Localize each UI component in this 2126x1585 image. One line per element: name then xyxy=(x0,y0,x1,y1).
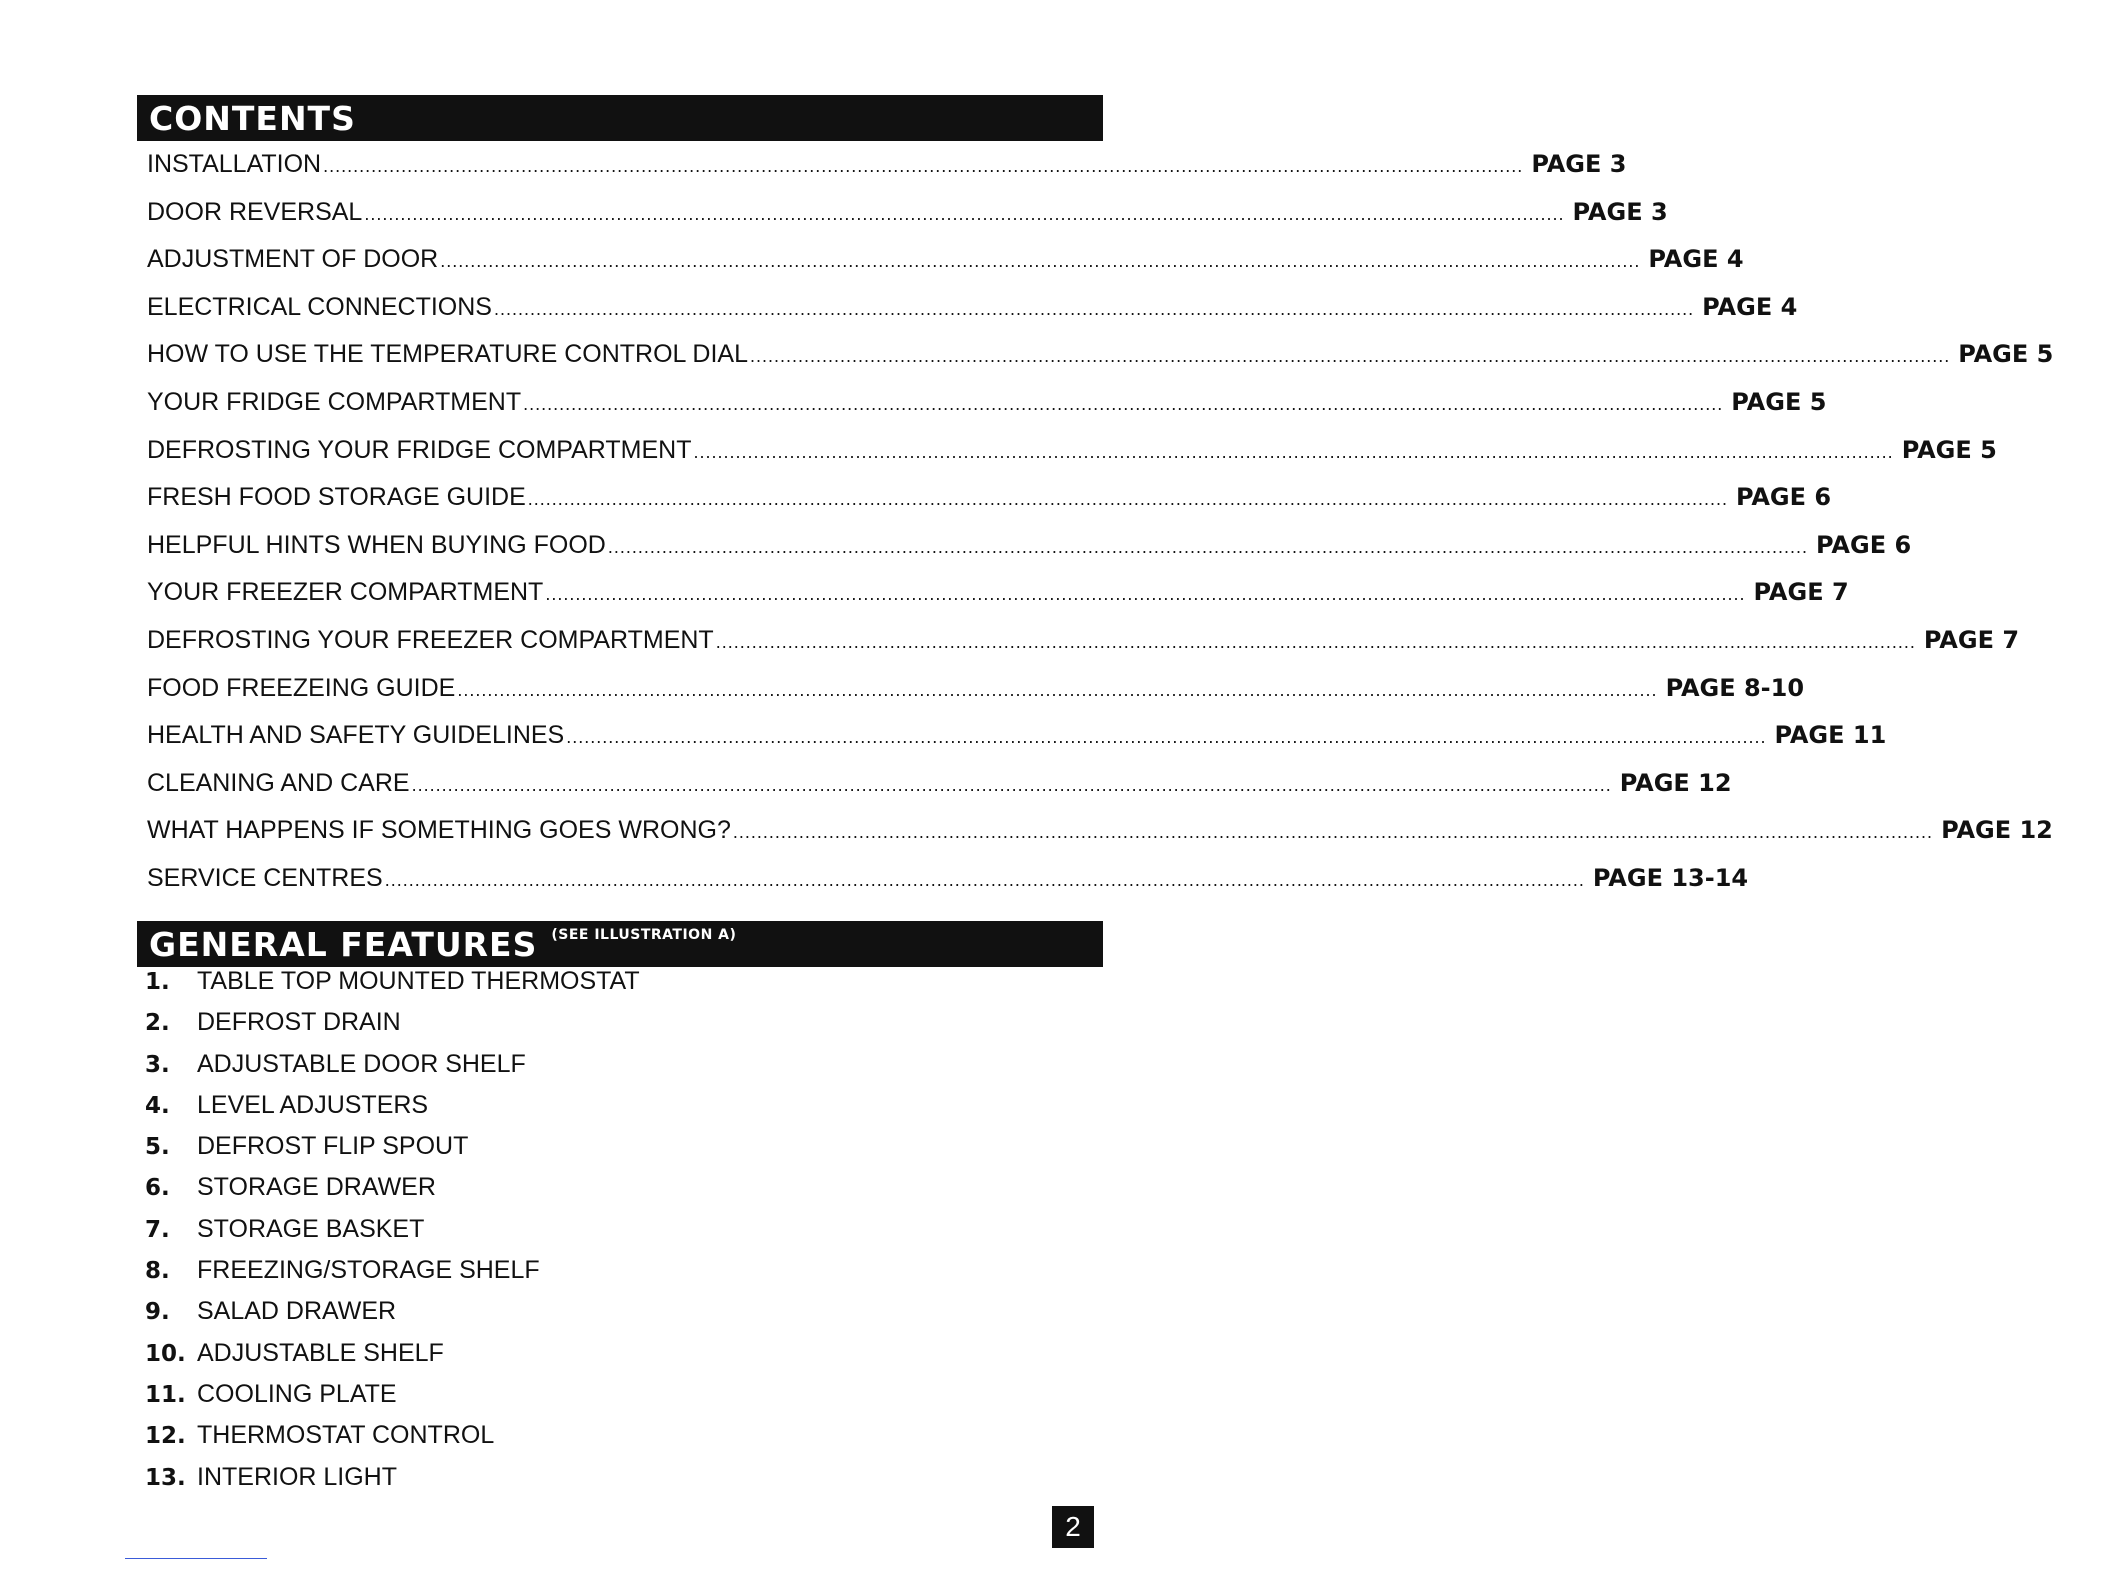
toc-dot-leader: ........................................................................................................................................................................................................ xyxy=(566,727,1767,748)
toc-dot-leader: ........................................................................................................................................................................................................ xyxy=(384,869,1585,890)
list-item xyxy=(145,1173,640,1214)
toc-entry-page: PAGE 5 xyxy=(1731,387,1827,416)
toc-dot-leader: ........................................................................................................................................................................................................ xyxy=(364,203,1565,224)
features-heading-text: GENERAL FEATURES xyxy=(149,924,538,964)
toc-entry-title: DEFROSTING YOUR FREEZER COMPARTMENT xyxy=(147,625,714,654)
toc-entry[interactable] xyxy=(147,483,1832,531)
toc-entry[interactable] xyxy=(147,292,1798,341)
list-item xyxy=(145,967,640,1008)
toc-entry[interactable] xyxy=(147,625,2020,674)
list-item-label: TABLE TOP MOUNTED THERMOSTAT xyxy=(197,967,640,995)
toc-dot-leader: ........................................................................................................................................................................................................ xyxy=(440,251,1641,272)
list-item-number: 4. xyxy=(145,1092,170,1119)
toc-entry-page: PAGE 5 xyxy=(1958,340,2054,369)
toc-entry[interactable] xyxy=(147,530,1912,579)
toc-entry[interactable] xyxy=(147,387,1827,436)
toc-entry-title: SERVICE CENTRES xyxy=(147,863,383,892)
toc-entry-page: PAGE 11 xyxy=(1774,721,1887,750)
list-item xyxy=(145,1091,640,1132)
toc-dot-leader: ........................................................................................................................................................................................................ xyxy=(732,822,1934,843)
list-item-number: 12. xyxy=(145,1423,186,1450)
features-list xyxy=(145,967,640,1504)
toc-entry-title: INSTALLATION xyxy=(147,150,322,178)
toc-entry[interactable] xyxy=(147,578,1849,626)
footer-link-underline xyxy=(125,1558,267,1559)
page-number: 2 xyxy=(1065,1511,1081,1542)
list-item-number: 8. xyxy=(145,1258,170,1285)
list-item xyxy=(145,1215,640,1256)
list-item xyxy=(145,1380,640,1421)
toc-entry-page: PAGE 6 xyxy=(1816,530,1912,559)
list-item-number: 7. xyxy=(145,1216,170,1243)
toc-entry-title: CLEANING AND CARE xyxy=(147,768,410,797)
list-item-label: COOLING PLATE xyxy=(197,1379,397,1408)
toc-entry[interactable] xyxy=(147,768,1732,817)
toc-entry-page: PAGE 8-10 xyxy=(1665,673,1805,702)
list-item-label: INTERIOR LIGHT xyxy=(197,1462,398,1491)
list-item-number: 13. xyxy=(145,1464,186,1491)
toc-entry[interactable] xyxy=(147,245,1744,293)
toc-entry-title: YOUR FREEZER COMPARTMENT xyxy=(147,578,544,607)
list-item-label: STORAGE BASKET xyxy=(197,1214,425,1243)
toc-dot-leader: ........................................................................................................................................................................................................ xyxy=(545,584,1746,605)
list-item xyxy=(145,1050,640,1091)
toc-entry-title: FOOD FREEZEING GUIDE xyxy=(147,673,456,702)
list-item-label: STORAGE DRAWER xyxy=(197,1173,436,1202)
list-item xyxy=(145,1132,640,1173)
toc-entry-page: PAGE 4 xyxy=(1648,245,1744,274)
toc-entry-title: HELPFUL HINTS WHEN BUYING FOOD xyxy=(147,530,606,559)
contents-heading-text: CONTENTS xyxy=(149,98,356,138)
toc-entry[interactable] xyxy=(147,816,2053,864)
features-heading xyxy=(137,921,1103,967)
toc-entry-title: HOW TO USE THE TEMPERATURE CONTROL DIAL xyxy=(147,340,749,369)
list-item-label: THERMOSTAT CONTROL xyxy=(197,1421,495,1450)
toc-entry-page: PAGE 3 xyxy=(1531,150,1627,178)
list-item-number: 2. xyxy=(145,1010,170,1037)
list-item xyxy=(145,1339,640,1380)
list-item-number: 11. xyxy=(145,1381,186,1408)
list-item-number: 6. xyxy=(145,1175,170,1202)
list-item xyxy=(145,1008,640,1049)
toc-entry[interactable] xyxy=(147,197,1668,246)
toc-dot-leader: ........................................................................................................................................................................................................ xyxy=(527,489,1728,510)
toc-entry-page: PAGE 7 xyxy=(1923,625,2020,654)
toc-entry-page: PAGE 12 xyxy=(1619,768,1732,797)
list-item-label: ADJUSTABLE DOOR SHELF xyxy=(197,1049,526,1078)
list-item-number: 10. xyxy=(145,1340,186,1367)
toc-entry[interactable] xyxy=(147,721,1887,769)
toc-dot-leader: ........................................................................................................................................................................................................ xyxy=(457,679,1658,700)
list-item-label: DEFROST FLIP SPOUT xyxy=(197,1132,469,1161)
toc-entry[interactable] xyxy=(147,673,1805,722)
toc-dot-leader: ........................................................................................................................................................................................................ xyxy=(715,631,1916,652)
toc-entry-title: ELECTRICAL CONNECTIONS xyxy=(147,292,492,321)
page-number-badge xyxy=(1052,1506,1094,1548)
toc-dot-leader: ........................................................................................................................................................................................................ xyxy=(323,156,1524,176)
list-item-number: 3. xyxy=(145,1051,170,1078)
list-item-number: 9. xyxy=(145,1299,170,1326)
list-item-number: 5. xyxy=(145,1134,170,1161)
toc-entry-title: FRESH FOOD STORAGE GUIDE xyxy=(147,483,526,512)
toc-entry-page: PAGE 6 xyxy=(1735,483,1832,512)
toc-entry-title: WHAT HAPPENS IF SOMETHING GOES WRONG? xyxy=(147,816,731,845)
toc-entry-title: ADJUSTMENT OF DOOR xyxy=(147,245,439,274)
list-item-label: ADJUSTABLE SHELF xyxy=(197,1338,444,1367)
toc-entry-page: PAGE 4 xyxy=(1702,292,1798,321)
toc-entry-page: PAGE 3 xyxy=(1572,197,1668,226)
toc-entry-page: PAGE 12 xyxy=(1941,816,2053,845)
toc-dot-leader: ........................................................................................................................................................................................................ xyxy=(607,536,1809,557)
toc-dot-leader: ........................................................................................................................................................................................................ xyxy=(493,298,1695,319)
toc-dot-leader: ........................................................................................................................................................................................................ xyxy=(523,393,1724,414)
toc-entry-title: YOUR FRIDGE COMPARTMENT xyxy=(147,387,522,416)
toc-entry-page: PAGE 5 xyxy=(1901,435,1997,464)
toc-entry-page: PAGE 7 xyxy=(1753,578,1849,607)
toc-dot-leader: ........................................................................................................................................................................................................ xyxy=(693,441,1894,462)
toc-entry[interactable] xyxy=(147,340,2054,388)
list-item xyxy=(145,1421,640,1462)
toc-dot-leader: ........................................................................................................................................................................................................ xyxy=(411,774,1612,795)
list-item-label: LEVEL ADJUSTERS xyxy=(197,1090,429,1119)
list-item xyxy=(145,1463,640,1504)
toc-entry-title: HEALTH AND SAFETY GUIDELINES xyxy=(147,721,565,750)
features-subheading: (SEE ILLUSTRATION A) xyxy=(551,927,737,943)
toc-entry[interactable] xyxy=(147,863,1749,912)
list-item-number: 1. xyxy=(145,969,170,995)
toc-entry-title: DEFROSTING YOUR FRIDGE COMPARTMENT xyxy=(147,435,692,464)
contents-heading xyxy=(137,95,1103,141)
list-item xyxy=(145,1256,640,1297)
list-item xyxy=(145,1297,640,1338)
toc-entry-page: PAGE 13-14 xyxy=(1592,863,1749,892)
toc-dot-leader: ........................................................................................................................................................................................................ xyxy=(750,346,1951,367)
list-item-label: FREEZING/STORAGE SHELF xyxy=(197,1256,540,1285)
list-item-label: SALAD DRAWER xyxy=(197,1297,397,1326)
toc-entry-title: DOOR REVERSAL xyxy=(147,197,363,226)
toc-entry[interactable] xyxy=(147,150,1627,198)
contents-list xyxy=(147,150,2054,912)
list-item-label: DEFROST DRAIN xyxy=(197,1008,401,1037)
toc-entry[interactable] xyxy=(147,435,1997,484)
